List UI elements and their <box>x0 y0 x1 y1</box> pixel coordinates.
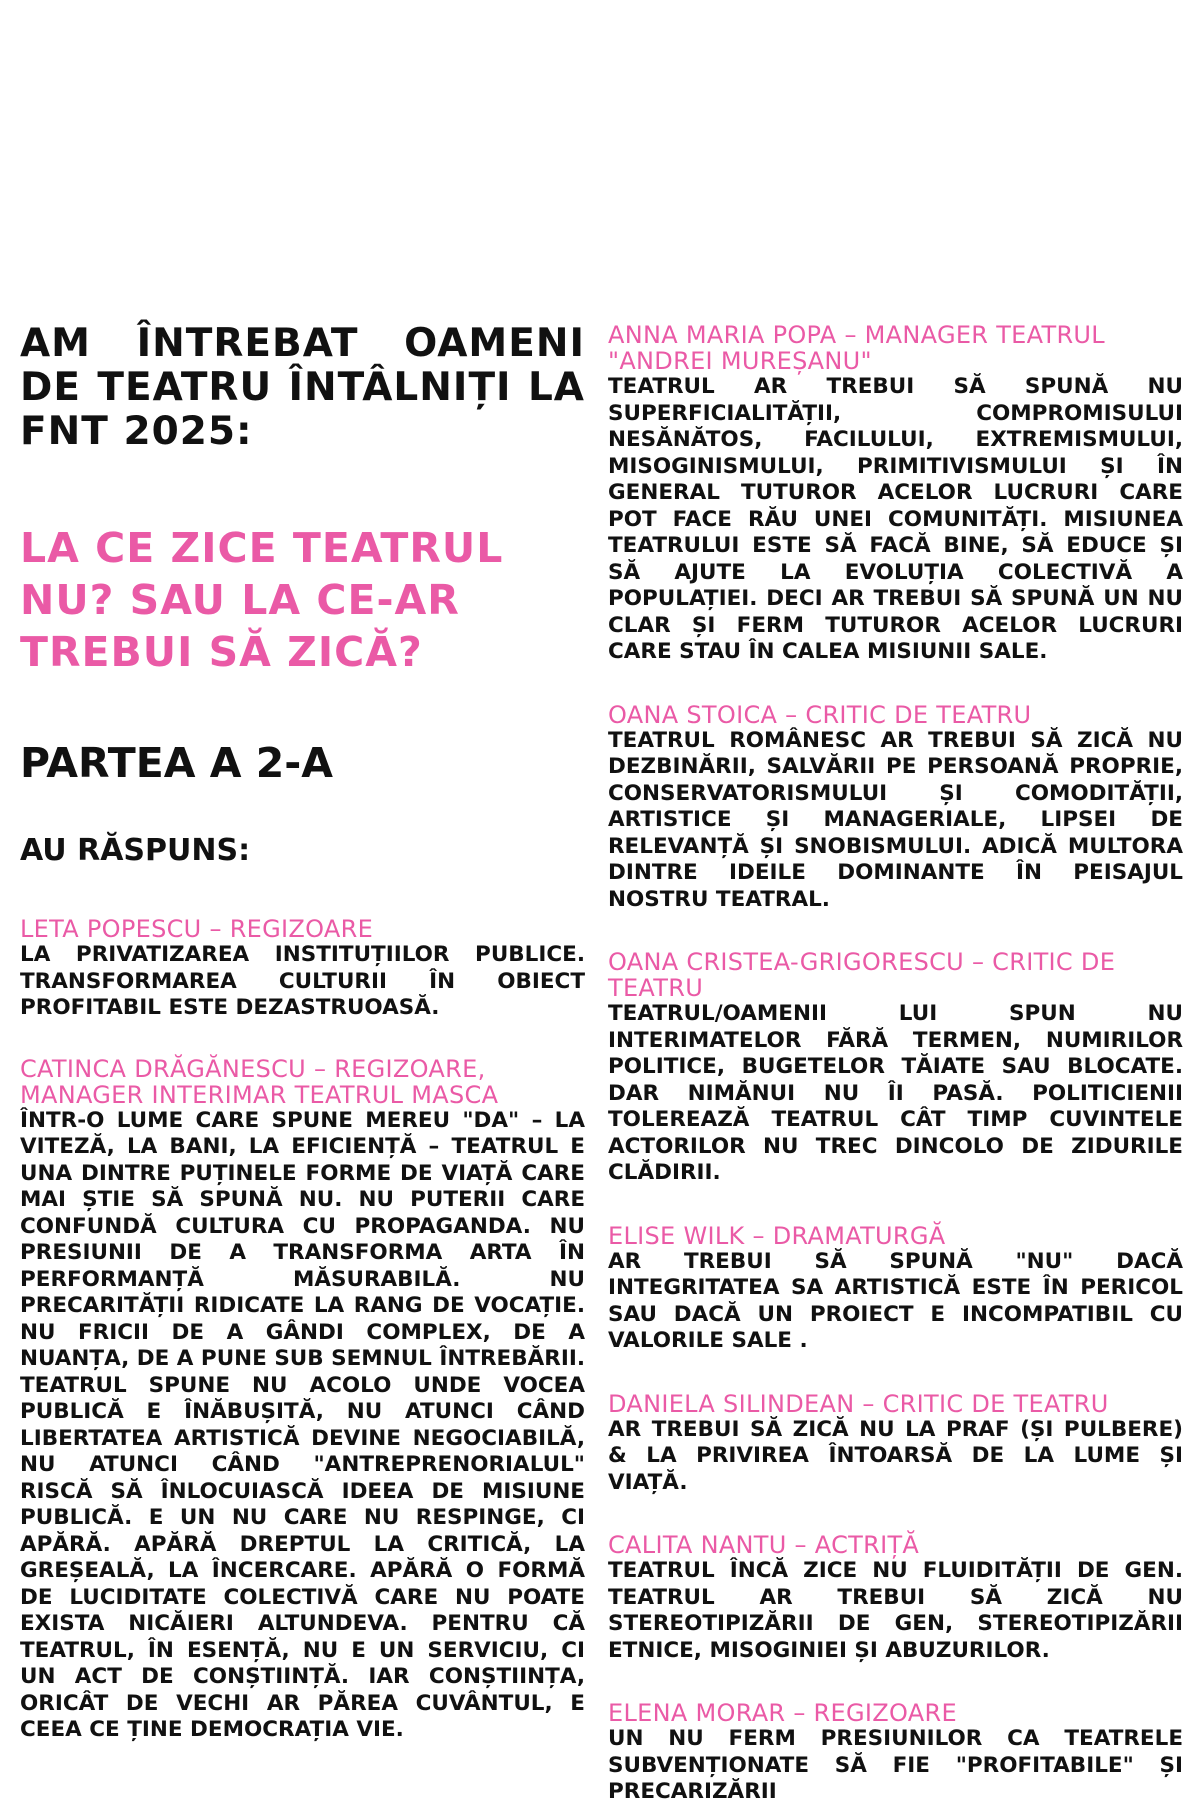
respondent-answer: TEATRUL/OAMENII LUI SPUN NU INTERIMATELOR FĂRĂ TERMEN, NUMIRILOR POLITICE, BUGETELOR TĂIATE SAU BLOCATE. DAR NIMĂNUI NU ÎI PASĂ. POLITICIENII TOLEREAZĂ TEATRUL CÂT TIMP CUVINTELE ACTORILOR NU TREC DINCOLO DE ZIDURILE CLĂDIRII. <box>608 1001 1183 1185</box>
answer-entry <box>608 1532 1183 1664</box>
respondent-name: DANIELA SILINDEAN – CRITIC DE TEATRU <box>608 1389 1109 1418</box>
answer-entry <box>608 1391 1183 1497</box>
intro-heading: AM ÎNTREBAT OAMENI DE TEATRU ÎNTÂLNIȚI LA FNT 2025: <box>20 321 585 454</box>
respondent-answer: TEATRUL ÎNCĂ ZICE NU FLUIDITĂȚII DE GEN. TEATRUL AR TREBUI SĂ ZICĂ NU STEREOTIPIZĂRII DE GEN, STEREOTIPIZĂRII ETNICE, MISOGINIEI ȘI ABUZURILOR. <box>608 1558 1183 1663</box>
respondent-name: LETA POPESCU – REGIZOARE <box>20 915 374 943</box>
respondent-answer: AR TREBUI SĂ ZICĂ NU LA PRAF (ȘI PULBERE) & LA PRIVIREA ÎNTOARSĂ DE LA LUME ȘI VIAȚĂ. <box>608 1416 1183 1495</box>
answer-entry <box>608 702 1183 914</box>
question-heading: LA CE ZICE TEATRUL NU? SAU LA CE-AR TREBUI SĂ ZICĂ? <box>20 524 504 676</box>
respondent-name: CALITA NANTU – ACTRIȚĂ <box>608 1531 920 1559</box>
answer-entry <box>608 1700 1183 1806</box>
respondent-answer: TEATRUL ROMÂNESC AR TREBUI SĂ ZICĂ NU DEZBINĂRII, SALVĂRII PE PERSOANĂ PROPRIE, CONSERVATORISMULUI ȘI COMODITĂȚII, ARTISTICE ȘI MANAGERIALE, LIPSEI DE RELEVANȚĂ ȘI SNOBISMULUI. ADICĂ MULTORA DINTRE IDEILE DOMINANTE ÎN PEISAJUL NOSTRU TEATRAL. <box>608 727 1183 912</box>
respondent-name: ANNA MARIA POPA – MANAGER TEATRUL "ANDREI MUREȘANU" <box>608 321 1105 375</box>
right-column <box>608 322 1183 1806</box>
respondent-name: CATINCA DRĂGĂNESCU – REGIZOARE, MANAGER INTERIMAR TEATRUL MASCA <box>20 1054 499 1109</box>
answer-entry <box>20 1056 585 1744</box>
answer-entry <box>608 949 1183 1187</box>
part-heading: PARTEA A 2-A <box>20 739 334 787</box>
respondent-name: ELENA MORAR – REGIZOARE <box>608 1699 957 1727</box>
respondent-answer: UN NU FERM PRESIUNILOR CA TEATRELE SUBVENȚIONATE SĂ FIE "PROFITABILE" ȘI PRECARIZĂRII <box>608 1726 1183 1804</box>
respondent-name: ELISE WILK – DRAMATURGĂ <box>608 1221 946 1250</box>
respondent-answer: TEATRUL AR TREBUI SĂ SPUNĂ NU SUPERFICIALITĂȚII, COMPROMISULUI NESĂNĂTOS, FACILULUI, EXTREMISMULUI, MISOGINISMULUI, PRIMITIVISMULUI ȘI ÎN GENERAL TUTUROR ACELOR LUCRURI CARE POT FACE RĂU UNEI COMUNITĂȚI. MISIUNEA TEATRULUI ESTE SĂ FACĂ BINE, SĂ EDUCE ȘI SĂ AJUTE LA EVOLUȚIA COLECTIVĂ A POPULAȚIEI. DECI AR TREBUI SĂ SPUNĂ UN NU CLAR ȘI FERM TUTUROR ACELOR LUCRURI CARE STAU ÎN CALEA MISIUNII SALE. <box>608 374 1183 664</box>
answer-entry <box>608 322 1183 666</box>
respondent-answer: AR TREBUI SĂ SPUNĂ "NU" DACĂ INTEGRITATEA SA ARTISTICĂ ESTE ÎN PERICOL SAU DACĂ UN PROIECT E INCOMPATIBIL CU VALORILE SALE . <box>608 1248 1183 1353</box>
respondent-name: OANA STOICA – CRITIC DE TEATRU <box>608 700 1032 729</box>
answer-entry <box>20 916 585 1022</box>
answer-entry <box>608 1223 1183 1355</box>
respondent-name: OANA CRISTEA-GRIGORESCU – CRITIC DE TEATRU <box>608 948 1116 1002</box>
answered-heading: AU RĂSPUNS: <box>20 833 251 868</box>
respondent-answer: ÎNTR-O LUME CARE SPUNE MEREU "DA" – LA VITEZĂ, LA BANI, LA EFICIENȚĂ – TEATRUL E UNA DINTRE PUȚINELE FORME DE VIAȚĂ CARE MAI ȘTIE SĂ SPUNĂ NU. NU PUTERII CARE CONFUNDĂ CULTURA CU PROPAGANDA. NU PRESIUNII DE A TRANSFORMA ARTA ÎN PERFORMANȚĂ MĂSURABILĂ. NU PRECARITĂȚII RIDICATE LA RANG DE VOCAȚIE. NU FRICII DE A GÂNDI COMPLEX, DE A NUANȚA, DE A PUNE SUB SEMNUL ÎNTREBĂRII. TEATRUL SPUNE NU ACOLO UNDE VOCEA PUBLICĂ E ÎNĂBUȘITĂ, NU ATUNCI CÂND LIBERTATEA ARTISTICĂ DEVINE NEGOCIABILĂ, NU ATUNCI CÂND "ANTREPRENORIALUL" RISCĂ SĂ ÎNLOCUIASCĂ IDEEA DE MISIUNE PUBLICĂ. E UN NU CARE NU RESPINGE, CI APĂRĂ. APĂRĂ DREPTUL LA CRITICĂ, LA GREȘEALĂ, LA ÎNCERCARE. APĂRĂ O FORMĂ DE LUCIDITATE COLECTIVĂ CARE NU POATE EXISTA NICĂIERI ALTUNDEVA. PENTRU CĂ TEATRUL, ÎN ESENȚĂ, NU E UN SERVICIU, CI UN ACT DE CONȘTIINȚĂ. IAR CONȘTIINȚA, ORICÂT DE VECHI AR PĂREA CUVÂNTUL, E CEEA CE ȚINE DEMOCRAȚIA VIE. <box>20 1107 585 1742</box>
left-column <box>20 322 585 1744</box>
respondent-answer: LA PRIVATIZAREA INSTITUȚIILOR PUBLICE. TRANSFORMAREA CULTURII ÎN OBIECT PROFITABIL ESTE DEZASTRUOASĂ. <box>20 942 585 1020</box>
